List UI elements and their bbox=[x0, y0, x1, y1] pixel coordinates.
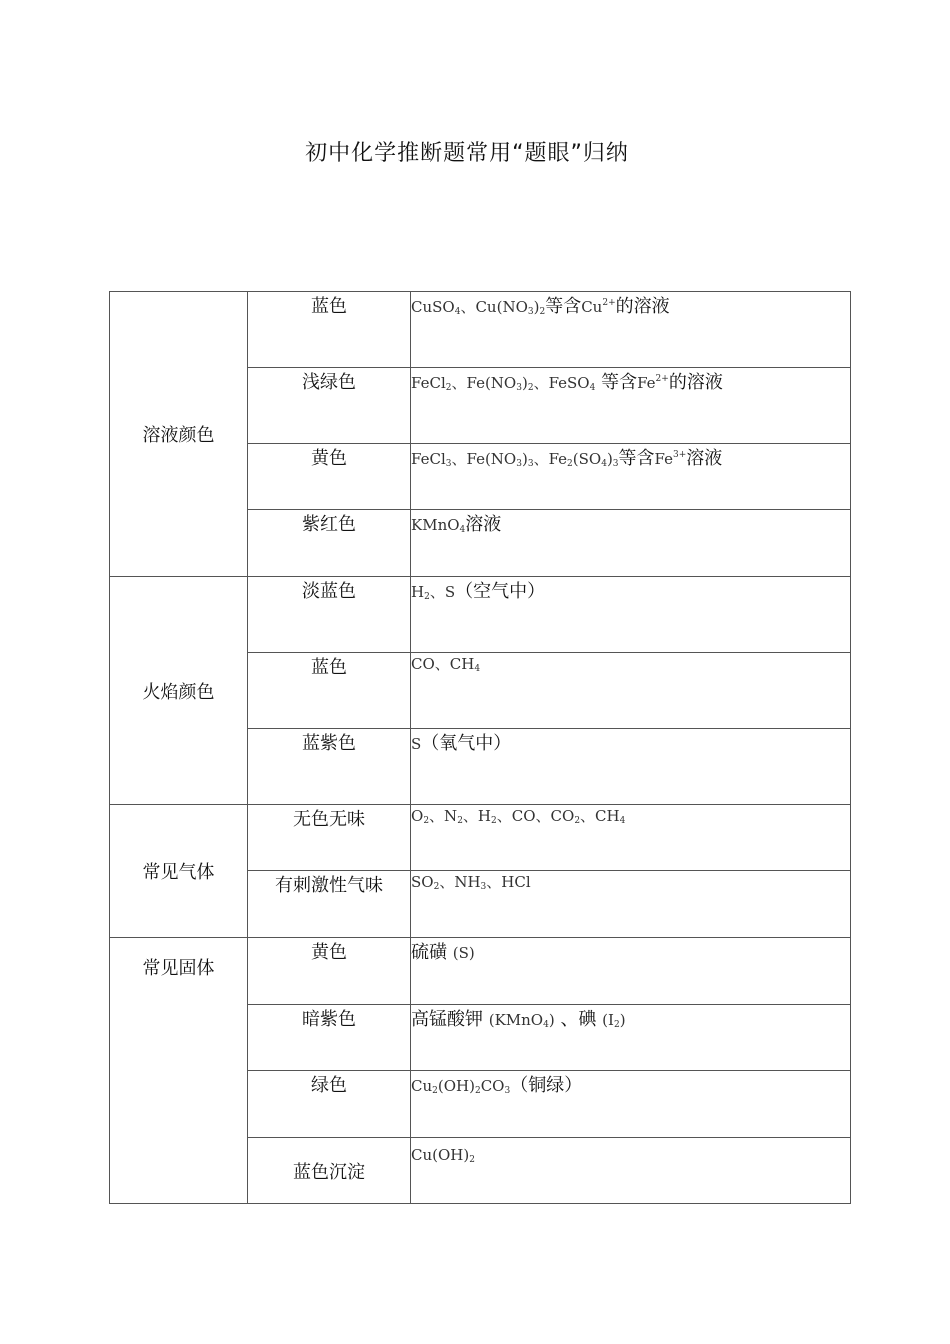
substance-cell bbox=[411, 729, 851, 805]
chem-formula: $Cu(OH)_2$ bbox=[411, 1146, 475, 1165]
property-cell: 有刺激性气味 bbox=[248, 871, 411, 938]
property-cell: 淡蓝色 bbox=[248, 577, 411, 653]
property-cell: 蓝色沉淀 bbox=[248, 1138, 411, 1204]
property-cell: 蓝紫色 bbox=[248, 729, 411, 805]
chem-formula: FeCl$_3$、$Fe(NO_3)_3$、$Fe_2(SO_4)_3$ bbox=[411, 450, 619, 469]
text-fragment: （铜绿） bbox=[510, 1075, 583, 1096]
text-fragment: 的溶液 bbox=[668, 372, 723, 393]
ion-formula: $Cu^{2+}$ bbox=[581, 298, 616, 316]
chem-formula: $(I_2)$ bbox=[602, 1011, 626, 1030]
table-row bbox=[110, 292, 851, 368]
chem-formula: KMnO$_4$ bbox=[411, 516, 466, 535]
property-cell: 蓝色 bbox=[248, 292, 411, 368]
property-cell: 紫红色 bbox=[248, 510, 411, 577]
substance-cell bbox=[411, 653, 851, 729]
substance-cell bbox=[411, 805, 851, 871]
category-cell: 常见气体 bbox=[110, 805, 248, 938]
substance-cell bbox=[411, 1138, 851, 1204]
ion-formula: $Fe^{3+}$ bbox=[654, 450, 687, 468]
substance-cell bbox=[411, 1005, 851, 1071]
text-fragment: 溶液 bbox=[465, 514, 502, 535]
chem-formula: $H_2$、S bbox=[411, 583, 456, 602]
text-fragment: （空气中） bbox=[455, 581, 546, 602]
chem-formula: CuSO$_4$、$Cu(NO_3)_2$ bbox=[411, 298, 546, 317]
chem-formula: (KMnO$_4$) bbox=[488, 1011, 555, 1030]
chem-formula: S bbox=[411, 735, 422, 753]
chem-formula: FeCl$_2$、$Fe(NO_3)_2$、FeSO$_4$ bbox=[411, 374, 596, 393]
substance-cell bbox=[411, 871, 851, 938]
chem-formula: $O_2$、$N_2$、$H_2$、CO、$CO_2$、$CH_4$ bbox=[411, 807, 626, 826]
page-title: 初中化学推断题常用“题眼”归纳 bbox=[305, 141, 629, 166]
substance-cell bbox=[411, 444, 851, 510]
property-cell: 绿色 bbox=[248, 1071, 411, 1138]
substance-cell bbox=[411, 1071, 851, 1138]
text-fragment: （氧气中） bbox=[421, 733, 512, 754]
text-fragment: 、碘 bbox=[560, 1009, 597, 1030]
chem-formula: CO、$CH_4$ bbox=[411, 655, 481, 674]
text-fragment: 等含 bbox=[545, 296, 582, 317]
category-cell: 溶液颜色 bbox=[110, 292, 248, 577]
property-cell: 无色无味 bbox=[248, 805, 411, 871]
table-row bbox=[110, 805, 851, 871]
property-cell: 黄色 bbox=[248, 444, 411, 510]
substance-cell bbox=[411, 368, 851, 444]
text-fragment: 的溶液 bbox=[615, 296, 670, 317]
substance-cell bbox=[411, 938, 851, 1005]
property-cell: 蓝色 bbox=[248, 653, 411, 729]
text-fragment: 等含 bbox=[618, 448, 655, 469]
property-cell: 黄色 bbox=[248, 938, 411, 1005]
chem-formula: (S) bbox=[452, 944, 475, 962]
chem-formula: $Cu_2(OH)_2CO_3$ bbox=[411, 1077, 511, 1096]
property-cell: 浅绿色 bbox=[248, 368, 411, 444]
category-cell: 火焰颜色 bbox=[110, 577, 248, 805]
substance-cell bbox=[411, 510, 851, 577]
text-fragment: 高锰酸钾 bbox=[411, 1009, 483, 1030]
substance-cell bbox=[411, 577, 851, 653]
substance-cell bbox=[411, 292, 851, 368]
ion-formula: $Fe^{2+}$ bbox=[637, 374, 669, 392]
text-fragment: 硫磺 bbox=[411, 942, 447, 963]
table-row bbox=[110, 577, 851, 653]
text-fragment: 溶液 bbox=[686, 448, 723, 469]
clue-table bbox=[109, 291, 851, 1204]
table-row bbox=[110, 938, 851, 1005]
chem-formula: $SO_2$、$NH_3$、HCl bbox=[411, 873, 531, 892]
text-fragment: 等含 bbox=[601, 372, 638, 393]
property-cell: 暗紫色 bbox=[248, 1005, 411, 1071]
category-cell: 常见固体 bbox=[110, 938, 248, 1204]
